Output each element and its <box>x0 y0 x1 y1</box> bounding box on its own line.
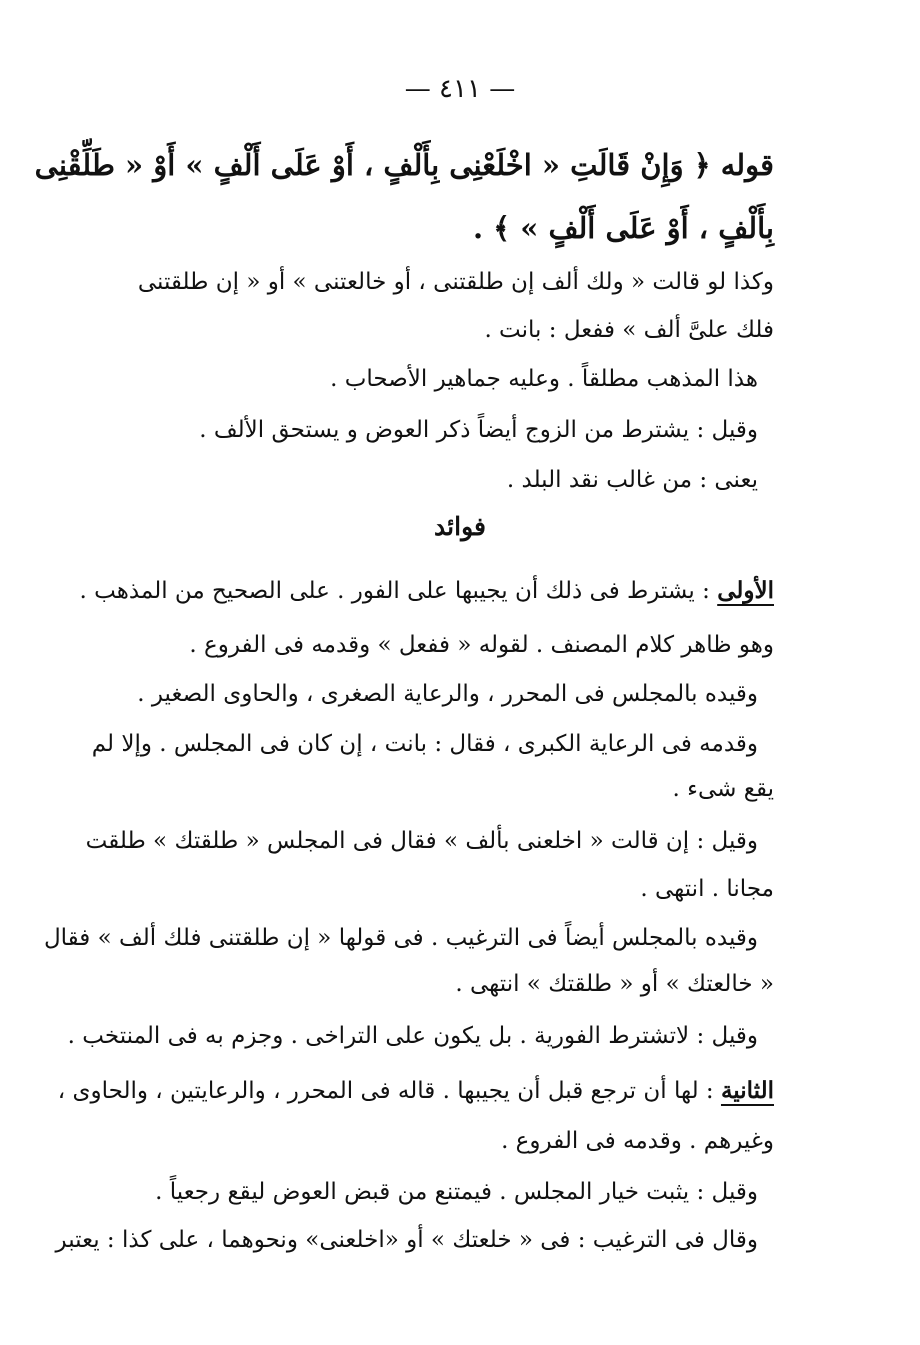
quoted-text-line: بِأَلْفٍ ، أَوْ عَلَى أَلْفٍ » ﴾ . <box>472 211 774 245</box>
text-line <box>79 574 774 608</box>
text-line: وهو ظاهر كلام المصنف . لقوله « ففعل » وقدمه فى الفروع . <box>189 632 774 658</box>
text-line <box>57 1074 774 1108</box>
item-label: الأولى <box>717 577 774 604</box>
text-line: وقيل : يثبت خيار المجلس . فيمتنع من قبض العوض ليقع رجعياً . <box>155 1179 758 1205</box>
text-line: وغيرهم . وقدمه فى الفروع . <box>501 1128 774 1154</box>
text-line: مجانا . انتهى . <box>640 876 774 902</box>
section-heading: فوائد <box>434 512 486 541</box>
text-line: وقيل : يشترط من الزوج أيضاً ذكر العوض و يستحق الألف . <box>199 417 758 443</box>
text-line: وقيل : لاتشترط الفورية . بل يكون على التراخى . وجزم به فى المنتخب . <box>67 1023 758 1049</box>
item-text: : يشترط فى ذلك أن يجيبها على الفور . على الصحيح من المذهب . <box>79 578 718 604</box>
text-line: هذا المذهب مطلقاً . وعليه جماهير الأصحاب . <box>330 366 758 392</box>
text-line: « خالعتك » أو « طلقتك » انتهى . <box>455 971 774 997</box>
text-line: يقع شىء . <box>672 776 774 802</box>
text-line: وقيده بالمجلس أيضاً فى الترغيب . فى قولها « إن طلقتنى فلك ألف » فقال <box>43 925 758 951</box>
item-label: الثانية <box>720 1077 774 1104</box>
page-number: — ٤١١ — <box>404 74 516 104</box>
item-text: : لها أن ترجع قبل أن يجيبها . قاله فى المحرر ، والرعايتين ، والحاوى ، <box>57 1078 721 1104</box>
text-line: وقدمه فى الرعاية الكبرى ، فقال : بانت ، إن كان فى المجلس . وإلا لم <box>91 731 758 757</box>
text-line: فلك علىَّ ألف » ففعل : بانت . <box>484 317 774 343</box>
text-line: يعنى : من غالب نقد البلد . <box>506 467 758 493</box>
text-line: وقال فى الترغيب : فى « خلعتك » أو «اخلعنى» ونحوهما ، على كذا : يعتبر <box>55 1227 758 1253</box>
quoted-text-line: قوله ﴿ وَإِنْ قَالَتِ « اخْلَعْنِى بِأَلْفٍ ، أَوْ عَلَى أَلْفٍ » أَوْ « طَلِّقْنِى <box>34 148 774 182</box>
text-line: وكذا لو قالت « ولك ألف إن طلقتنى ، أو خالعتنى » أو « إن طلقتنى <box>137 269 774 295</box>
text-line: وقيل : إن قالت « اخلعنى بألف » فقال فى المجلس « طلقتك » طلقت <box>85 828 758 854</box>
text-line: وقيده بالمجلس فى المحرر ، والرعاية الصغرى ، والحاوى الصغير . <box>137 681 758 707</box>
